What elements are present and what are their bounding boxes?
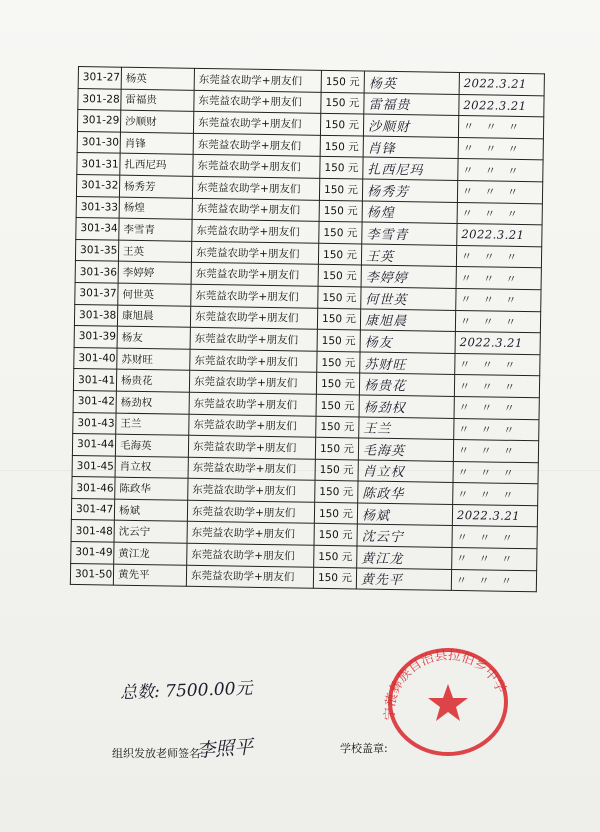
recipient-signature-cell: [363, 136, 458, 159]
donor-description-cell: [189, 392, 316, 416]
amount-cell: [316, 416, 359, 438]
student-name: 李雪青: [123, 223, 156, 237]
student-name: 苏财旺: [121, 353, 153, 366]
amount-cell: [318, 265, 361, 287]
donor-description: 东莞益农助学+朋友们: [197, 160, 301, 174]
student-id: 301-41: [77, 373, 116, 387]
receipt-date-cell: [455, 353, 540, 376]
student-id-cell: [74, 347, 117, 369]
amount: 150 元: [323, 183, 359, 197]
student-name-cell: [115, 456, 188, 479]
recipient-signature: 杨斌: [361, 508, 391, 524]
student-name: 康旭晨: [121, 310, 154, 323]
recipient-signature-cell: [362, 179, 457, 202]
donor-description: 东莞益农助学+朋友们: [191, 527, 296, 541]
student-id-cell: [74, 304, 117, 326]
student-name-cell: [117, 326, 190, 349]
seal-star-icon: [428, 684, 468, 721]
student-name: 王英: [123, 245, 145, 258]
student-id-cell: [72, 477, 115, 499]
recipient-signature: 杨劲权: [363, 400, 406, 416]
student-name-cell: [119, 175, 192, 198]
student-name-cell: [121, 67, 194, 90]
teacher-signature: 李照平: [195, 736, 254, 762]
recipient-signature: 何世英: [365, 292, 408, 308]
donor-description: 东莞益农助学+朋友们: [190, 570, 295, 584]
recipient-signature-cell: [358, 481, 453, 504]
student-name: 沈云宁: [118, 525, 151, 539]
donor-description-cell: [188, 457, 315, 481]
recipient-signature-cell: [358, 460, 453, 483]
student-id-cell: [78, 88, 121, 110]
student-name: 黄江龙: [118, 547, 150, 561]
receipt-date-cell: [459, 72, 544, 95]
student-id: 301-49: [75, 546, 113, 559]
donor-description: 东莞益农助学+朋友们: [197, 138, 302, 153]
amount-cell: [320, 135, 363, 157]
donor-description-cell: [187, 500, 314, 524]
donor-description: 东莞益农助学+朋友们: [191, 548, 295, 563]
receipt-date-cell: [451, 569, 536, 592]
student-name-cell: [116, 413, 189, 436]
student-id-cell: [72, 455, 115, 477]
student-id: 301-34: [80, 222, 118, 236]
recipient-signature-cell: [356, 568, 451, 591]
receipt-date: 〃 〃 〃: [457, 465, 518, 480]
recipient-signature-cell: [362, 201, 457, 224]
recipient-signature: 扎西尼玛: [367, 162, 424, 179]
donor-description-cell: [187, 543, 314, 567]
amount-cell: [321, 92, 364, 114]
student-name: 肖立权: [119, 461, 152, 474]
amount: 150 元: [324, 140, 359, 153]
student-name: 沙顺财: [125, 115, 157, 129]
amount-cell: [317, 351, 360, 373]
donor-description-cell: [194, 68, 321, 92]
student-name-cell: [114, 499, 187, 522]
recipient-signature-cell: [364, 93, 459, 116]
student-name-cell: [119, 197, 192, 220]
student-id-cell: [75, 282, 118, 304]
receipt-date-cell: [456, 288, 541, 311]
amount: 150 元: [320, 399, 355, 413]
receipt-date: 〃 〃 〃: [460, 250, 522, 265]
student-id: 301-48: [75, 524, 113, 538]
receipt-date-cell: [452, 504, 537, 527]
receipt-date: 〃 〃 〃: [458, 422, 519, 437]
amount: 150 元: [323, 226, 358, 240]
total-amount: 总数: 7500.00元: [119, 678, 253, 704]
amount-cell: [320, 114, 363, 136]
recipient-signature-cell: [359, 373, 454, 396]
receipt-date: 〃 〃 〃: [457, 444, 519, 459]
student-id: 301-40: [78, 352, 116, 365]
donor-description: 东莞益农助学+朋友们: [195, 289, 299, 304]
student-id: 301-35: [80, 244, 118, 257]
teacher-signature-label: 组织发放老师签名:: [112, 747, 204, 760]
school-seal-label: 学校盖章:: [340, 742, 388, 755]
amount-cell: [314, 545, 357, 567]
receipt-date-cell: [459, 94, 544, 117]
amount-cell: [317, 308, 360, 330]
amount: 150 元: [322, 291, 357, 305]
amount: 150 元: [321, 313, 357, 326]
student-id-cell: [74, 326, 117, 348]
donor-description-cell: [194, 90, 321, 114]
receipt-date: 2022.3.21: [463, 76, 527, 92]
student-name: 杨秀芳: [124, 180, 156, 193]
recipient-signature-cell: [360, 330, 455, 353]
receipt-date-cell: [454, 375, 539, 398]
receipt-date: 〃 〃 〃: [459, 358, 520, 372]
donor-description-cell: [192, 219, 319, 243]
student-name: 李婷婷: [122, 266, 155, 280]
student-name: 杨斌: [118, 504, 141, 517]
receipt-date-cell: [458, 137, 543, 160]
student-name: 陈政华: [119, 482, 151, 496]
student-id-cell: [75, 261, 118, 283]
student-name: 黄先平: [117, 569, 150, 582]
student-id: 301-29: [82, 114, 120, 128]
receipt-date-cell: [453, 440, 538, 463]
student-name-cell: [116, 391, 189, 414]
receipt-date: 〃 〃 〃: [462, 163, 523, 178]
donor-description-cell: [188, 435, 315, 459]
recipient-signature: 肖立权: [362, 465, 405, 481]
amount-cell: [314, 524, 357, 546]
recipient-signature: 李婷婷: [365, 270, 408, 287]
student-id: 301-42: [77, 395, 116, 408]
student-id: 301-45: [76, 460, 115, 473]
receipt-date: 〃 〃 〃: [459, 314, 521, 329]
amount-cell: [319, 200, 362, 222]
recipient-signature: 苏财旺: [364, 357, 407, 373]
donor-description-cell: [191, 284, 318, 308]
recipient-signature: 王英: [365, 249, 395, 265]
donor-description: 东莞益农助学+朋友们: [193, 397, 298, 412]
donor-description: 东莞益农助学+朋友们: [192, 462, 297, 476]
receipt-date: 〃 〃 〃: [460, 293, 521, 308]
receipt-date: 2022.3.21: [456, 508, 521, 524]
student-name-cell: [120, 154, 193, 177]
student-name-cell: [114, 542, 187, 565]
donor-description-cell: [188, 479, 315, 503]
receipt-date: 〃 〃 〃: [456, 530, 517, 545]
recipient-signature: 杨秀芳: [366, 184, 410, 200]
donor-description: 东莞益农助学+朋友们: [194, 332, 299, 347]
donor-description: 东莞益农助学+朋友们: [198, 73, 303, 88]
student-name: 杨友: [121, 331, 143, 344]
recipient-signature-cell: [362, 222, 457, 245]
receipt-date: 〃 〃 〃: [462, 120, 524, 135]
receipt-date: 〃 〃 〃: [461, 185, 523, 200]
recipient-signature: 杨贵花: [363, 378, 407, 395]
donor-description-cell: [189, 371, 316, 395]
amount: 150 元: [320, 421, 355, 434]
receipt-date: 〃 〃 〃: [455, 573, 517, 588]
student-name: 王兰: [120, 418, 142, 431]
donor-description-cell: [193, 155, 320, 179]
amount: 150 元: [318, 529, 353, 542]
student-id: 301-28: [82, 92, 120, 106]
recipient-signature: 沙顺财: [367, 119, 411, 136]
student-id: 301-27: [82, 71, 121, 84]
amount-cell: [319, 221, 362, 243]
amount: 150 元: [321, 334, 356, 348]
student-name: 何世英: [122, 288, 155, 301]
amount: 150 元: [325, 75, 360, 89]
student-id-cell: [76, 196, 119, 218]
seal-text: 宁蒗彝族自治县拉伯乡中学: [382, 648, 509, 721]
amount: 150 元: [318, 507, 353, 521]
student-name-cell: [115, 434, 188, 457]
amount: 150 元: [319, 442, 354, 456]
student-id-cell: [78, 67, 121, 89]
student-id: 301-43: [77, 416, 115, 430]
amount-cell: [313, 567, 356, 589]
recipient-signature-cell: [357, 546, 452, 569]
student-id-cell: [73, 390, 116, 412]
donor-description: 东莞益农助学+朋友们: [196, 224, 300, 239]
student-name-cell: [118, 240, 191, 263]
receipt-date-cell: [453, 483, 538, 506]
amount-cell: [317, 329, 360, 351]
student-id: 301-31: [81, 157, 119, 171]
recipient-signature: 杨煌: [366, 205, 395, 222]
student-name-cell: [118, 262, 191, 285]
recipient-signature-cell: [364, 71, 459, 94]
receipt-date-cell: [457, 224, 542, 247]
amount-cell: [316, 373, 359, 395]
donor-description: 东莞益农助学+朋友们: [192, 440, 297, 455]
donor-description-cell: [191, 263, 318, 287]
donor-description: 东莞益农助学+朋友们: [194, 311, 299, 325]
student-name: 雷福贵: [125, 94, 158, 107]
student-name-cell: [120, 110, 193, 133]
donor-description: 东莞益农助学+朋友们: [193, 375, 298, 390]
receipt-date-cell: [458, 116, 543, 139]
amount: 150 元: [319, 485, 354, 499]
student-name-cell: [116, 369, 189, 392]
recipient-signature-cell: [359, 395, 454, 418]
donor-description-cell: [193, 133, 320, 157]
amount-cell: [316, 394, 359, 416]
student-name-cell: [120, 132, 193, 155]
donor-description: 东莞益农助学+朋友们: [194, 354, 298, 369]
receipt-date-cell: [457, 180, 542, 203]
recipient-signature-cell: [359, 416, 454, 439]
student-id: 301-39: [78, 330, 117, 344]
receipt-date-cell: [455, 332, 540, 355]
recipient-signature: 康旭晨: [364, 313, 408, 330]
school-seal-stamp: [372, 636, 524, 756]
donor-description-cell: [190, 306, 317, 330]
student-id-cell: [73, 412, 116, 434]
receipt-date: 〃 〃 〃: [461, 206, 522, 221]
recipient-signature-cell: [360, 352, 455, 375]
amount: 150 元: [325, 118, 360, 132]
donor-description: 东莞益农助学+朋友们: [192, 483, 296, 498]
recipient-signature: 陈政华: [362, 486, 405, 503]
student-name-cell: [119, 218, 192, 241]
student-name: 杨贵花: [120, 374, 153, 388]
amount-cell: [314, 502, 357, 524]
receipt-date: 〃 〃 〃: [458, 379, 520, 394]
amount-cell: [315, 437, 358, 459]
student-id-cell: [76, 218, 119, 240]
student-id: 301-36: [79, 265, 118, 279]
distribution-table: [70, 66, 545, 593]
student-name-cell: [121, 89, 194, 112]
student-name: 毛海英: [119, 439, 152, 453]
recipient-signature: 黄江龙: [361, 551, 404, 568]
receipt-date-cell: [455, 310, 540, 333]
student-id: 301-44: [76, 438, 115, 452]
recipient-signature: 沈云宁: [361, 529, 404, 546]
receipt-date: 〃 〃 〃: [457, 487, 518, 502]
student-name: 杨英: [125, 72, 147, 85]
donor-description-cell: [192, 198, 319, 222]
receipt-date-cell: [456, 245, 541, 268]
recipient-signature-cell: [358, 438, 453, 461]
receipt-date: 2022.3.21: [461, 227, 525, 243]
recipient-signature-cell: [363, 114, 458, 137]
amount: 150 元: [321, 356, 356, 369]
table-body: [70, 67, 544, 593]
receipt-date-cell: [457, 202, 542, 225]
donor-description-cell: [187, 522, 314, 546]
receipt-date: 〃 〃 〃: [456, 552, 517, 567]
donor-description: 东莞益农助学+朋友们: [193, 419, 297, 433]
receipt-date-cell: [453, 461, 538, 484]
donor-description: 东莞益农助学+朋友们: [198, 116, 302, 131]
amount: 150 元: [320, 377, 356, 391]
donor-description: 东莞益农助学+朋友们: [198, 95, 302, 109]
student-id-cell: [72, 434, 115, 456]
receipt-date: 2022.3.21: [459, 335, 523, 351]
receipt-date-cell: [454, 418, 539, 441]
student-id: 301-33: [80, 200, 119, 214]
donor-description-cell: [191, 241, 318, 265]
student-id-cell: [75, 239, 118, 261]
donor-description: 东莞益农助学+朋友们: [196, 203, 301, 217]
student-id: 301-37: [79, 287, 117, 300]
amount-cell: [319, 178, 362, 200]
receipt-date: 2022.3.21: [463, 97, 527, 113]
donor-description-cell: [190, 327, 317, 351]
student-id-cell: [77, 110, 120, 132]
amount-cell: [321, 70, 364, 92]
recipient-signature-cell: [361, 265, 456, 288]
donor-description-cell: [193, 112, 320, 136]
donor-description: 东莞益农助学+朋友们: [195, 268, 300, 282]
amount: 150 元: [319, 464, 354, 477]
receipt-date-cell: [456, 267, 541, 290]
donor-description-cell: [186, 565, 313, 589]
student-id: 301-38: [78, 308, 117, 322]
amount-cell: [318, 286, 361, 308]
receipt-date: 〃 〃 〃: [458, 401, 519, 416]
recipient-signature: 黄先平: [360, 572, 404, 589]
student-id: 301-47: [75, 503, 114, 516]
student-name-cell: [113, 564, 186, 587]
recipient-signature-cell: [363, 157, 458, 180]
student-name: 肖锋: [124, 137, 146, 150]
student-id-cell: [77, 153, 120, 175]
student-name: 杨劲权: [120, 396, 153, 409]
recipient-signature: 李雪青: [366, 227, 409, 244]
amount: 150 元: [317, 572, 352, 585]
recipient-signature-cell: [357, 524, 452, 547]
receipt-date-cell: [458, 159, 543, 182]
donor-description: 东莞益农助学+朋友们: [195, 246, 300, 261]
student-id: 301-32: [81, 179, 119, 192]
recipient-signature: 雷福贵: [368, 97, 411, 114]
receipt-date: 〃 〃 〃: [462, 142, 523, 157]
amount-cell: [315, 481, 358, 503]
student-id-cell: [76, 174, 119, 196]
recipient-signature-cell: [357, 503, 452, 526]
amount-cell: [320, 157, 363, 179]
amount: 150 元: [318, 550, 353, 564]
amount: 150 元: [323, 205, 358, 218]
amount-cell: [318, 243, 361, 265]
amount: 150 元: [325, 97, 360, 110]
receipt-date-cell: [452, 547, 537, 570]
donor-description-cell: [189, 414, 316, 438]
student-name-cell: [118, 283, 191, 306]
student-id-cell: [71, 542, 114, 564]
recipient-signature: 王兰: [363, 421, 392, 438]
amount-cell: [315, 459, 358, 481]
donor-description-cell: [190, 349, 317, 373]
student-name-cell: [117, 348, 190, 371]
recipient-signature-cell: [360, 309, 455, 332]
student-id-cell: [73, 369, 116, 391]
recipient-signature: 肖锋: [367, 141, 396, 157]
student-name: 扎西尼玛: [124, 158, 167, 172]
recipient-signature-cell: [361, 287, 456, 310]
student-name-cell: [114, 521, 187, 544]
student-id: 301-30: [81, 136, 120, 149]
amount: 150 元: [324, 162, 359, 175]
student-name-cell: [115, 477, 188, 500]
donor-description-cell: [192, 176, 319, 200]
student-name: 杨煌: [123, 202, 145, 215]
student-id: 301-46: [76, 481, 114, 495]
student-id: 301-50: [74, 567, 113, 581]
student-id-cell: [71, 520, 114, 542]
recipient-signature-cell: [361, 244, 456, 267]
amount: 150 元: [322, 270, 357, 283]
student-id-cell: [71, 498, 114, 520]
recipient-signature: 毛海英: [362, 443, 406, 460]
amount: 150 元: [322, 248, 358, 261]
receipt-date-cell: [454, 396, 539, 419]
student-name-cell: [117, 305, 190, 328]
receipt-date: 〃 〃 〃: [460, 271, 521, 286]
donor-description: 东莞益农助学+朋友们: [191, 505, 296, 520]
recipient-signature: 杨英: [368, 76, 397, 92]
recipient-signature: 杨友: [364, 335, 393, 351]
receipt-date-cell: [452, 526, 537, 549]
student-id-cell: [77, 131, 120, 153]
donor-description: 东莞益农助学+朋友们: [197, 181, 301, 196]
student-id-cell: [70, 563, 113, 585]
